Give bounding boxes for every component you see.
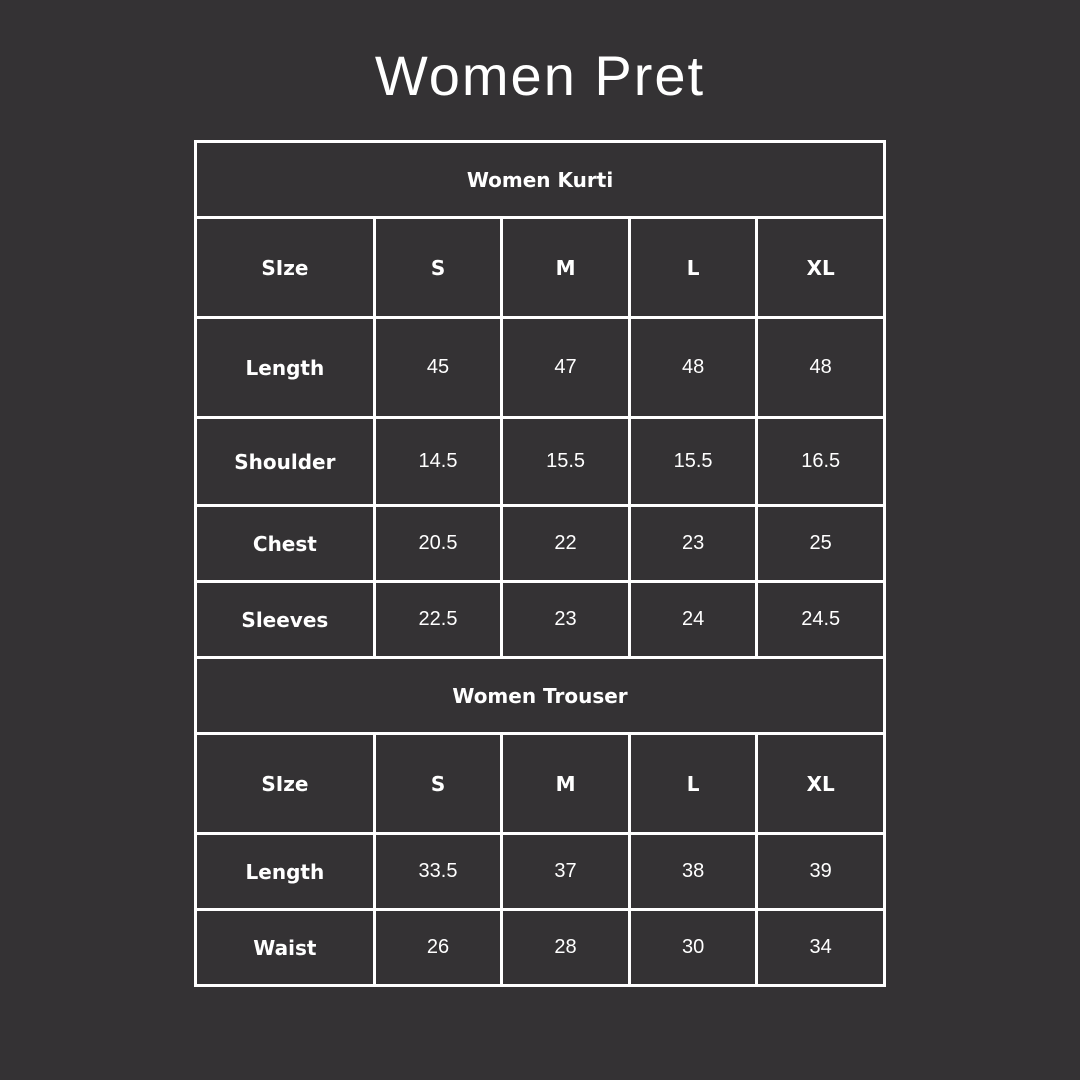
table-row — [196, 318, 885, 418]
row-label: Chest — [196, 506, 375, 582]
header-cell: S — [374, 218, 502, 318]
value-cell: 23 — [502, 582, 630, 658]
value-cell: 20.5 — [374, 506, 502, 582]
row-label: Length — [196, 834, 375, 910]
header-cell: SIze — [196, 734, 375, 834]
value-cell: 37 — [502, 834, 630, 910]
value-cell: 22.5 — [374, 582, 502, 658]
value-cell: 24 — [629, 582, 757, 658]
header-cell: L — [629, 734, 757, 834]
table-row — [196, 506, 885, 582]
header-cell: SIze — [196, 218, 375, 318]
value-cell: 15.5 — [629, 418, 757, 506]
table-row — [196, 834, 885, 910]
value-cell: 14.5 — [374, 418, 502, 506]
value-cell: 34 — [757, 910, 885, 986]
page-title: Women Pret — [374, 44, 706, 107]
header-cell: M — [502, 734, 630, 834]
value-cell: 16.5 — [757, 418, 885, 506]
value-cell: 28 — [502, 910, 630, 986]
trouser-section-heading: Women Trouser — [196, 658, 885, 734]
trouser-header-row — [196, 734, 885, 834]
value-cell: 24.5 — [757, 582, 885, 658]
table-row — [196, 582, 885, 658]
value-cell: 45 — [374, 318, 502, 418]
table-row — [196, 418, 885, 506]
row-label: Sleeves — [196, 582, 375, 658]
value-cell: 22 — [502, 506, 630, 582]
value-cell: 26 — [374, 910, 502, 986]
value-cell: 39 — [757, 834, 885, 910]
value-cell: 48 — [629, 318, 757, 418]
value-cell: 47 — [502, 318, 630, 418]
trouser-section-heading-row — [196, 658, 885, 734]
header-cell: XL — [757, 218, 885, 318]
value-cell: 38 — [629, 834, 757, 910]
row-label: Shoulder — [196, 418, 375, 506]
header-cell: S — [374, 734, 502, 834]
row-label: Waist — [196, 910, 375, 986]
row-label: Length — [196, 318, 375, 418]
value-cell: 48 — [757, 318, 885, 418]
value-cell: 30 — [629, 910, 757, 986]
table-row — [196, 910, 885, 986]
kurti-header-row — [196, 218, 885, 318]
header-cell: L — [629, 218, 757, 318]
value-cell: 25 — [757, 506, 885, 582]
kurti-section-heading: Women Kurti — [196, 142, 885, 218]
size-chart-table — [194, 140, 886, 987]
value-cell: 15.5 — [502, 418, 630, 506]
kurti-section-heading-row — [196, 142, 885, 218]
header-cell: M — [502, 218, 630, 318]
value-cell: 33.5 — [374, 834, 502, 910]
value-cell: 23 — [629, 506, 757, 582]
header-cell: XL — [757, 734, 885, 834]
